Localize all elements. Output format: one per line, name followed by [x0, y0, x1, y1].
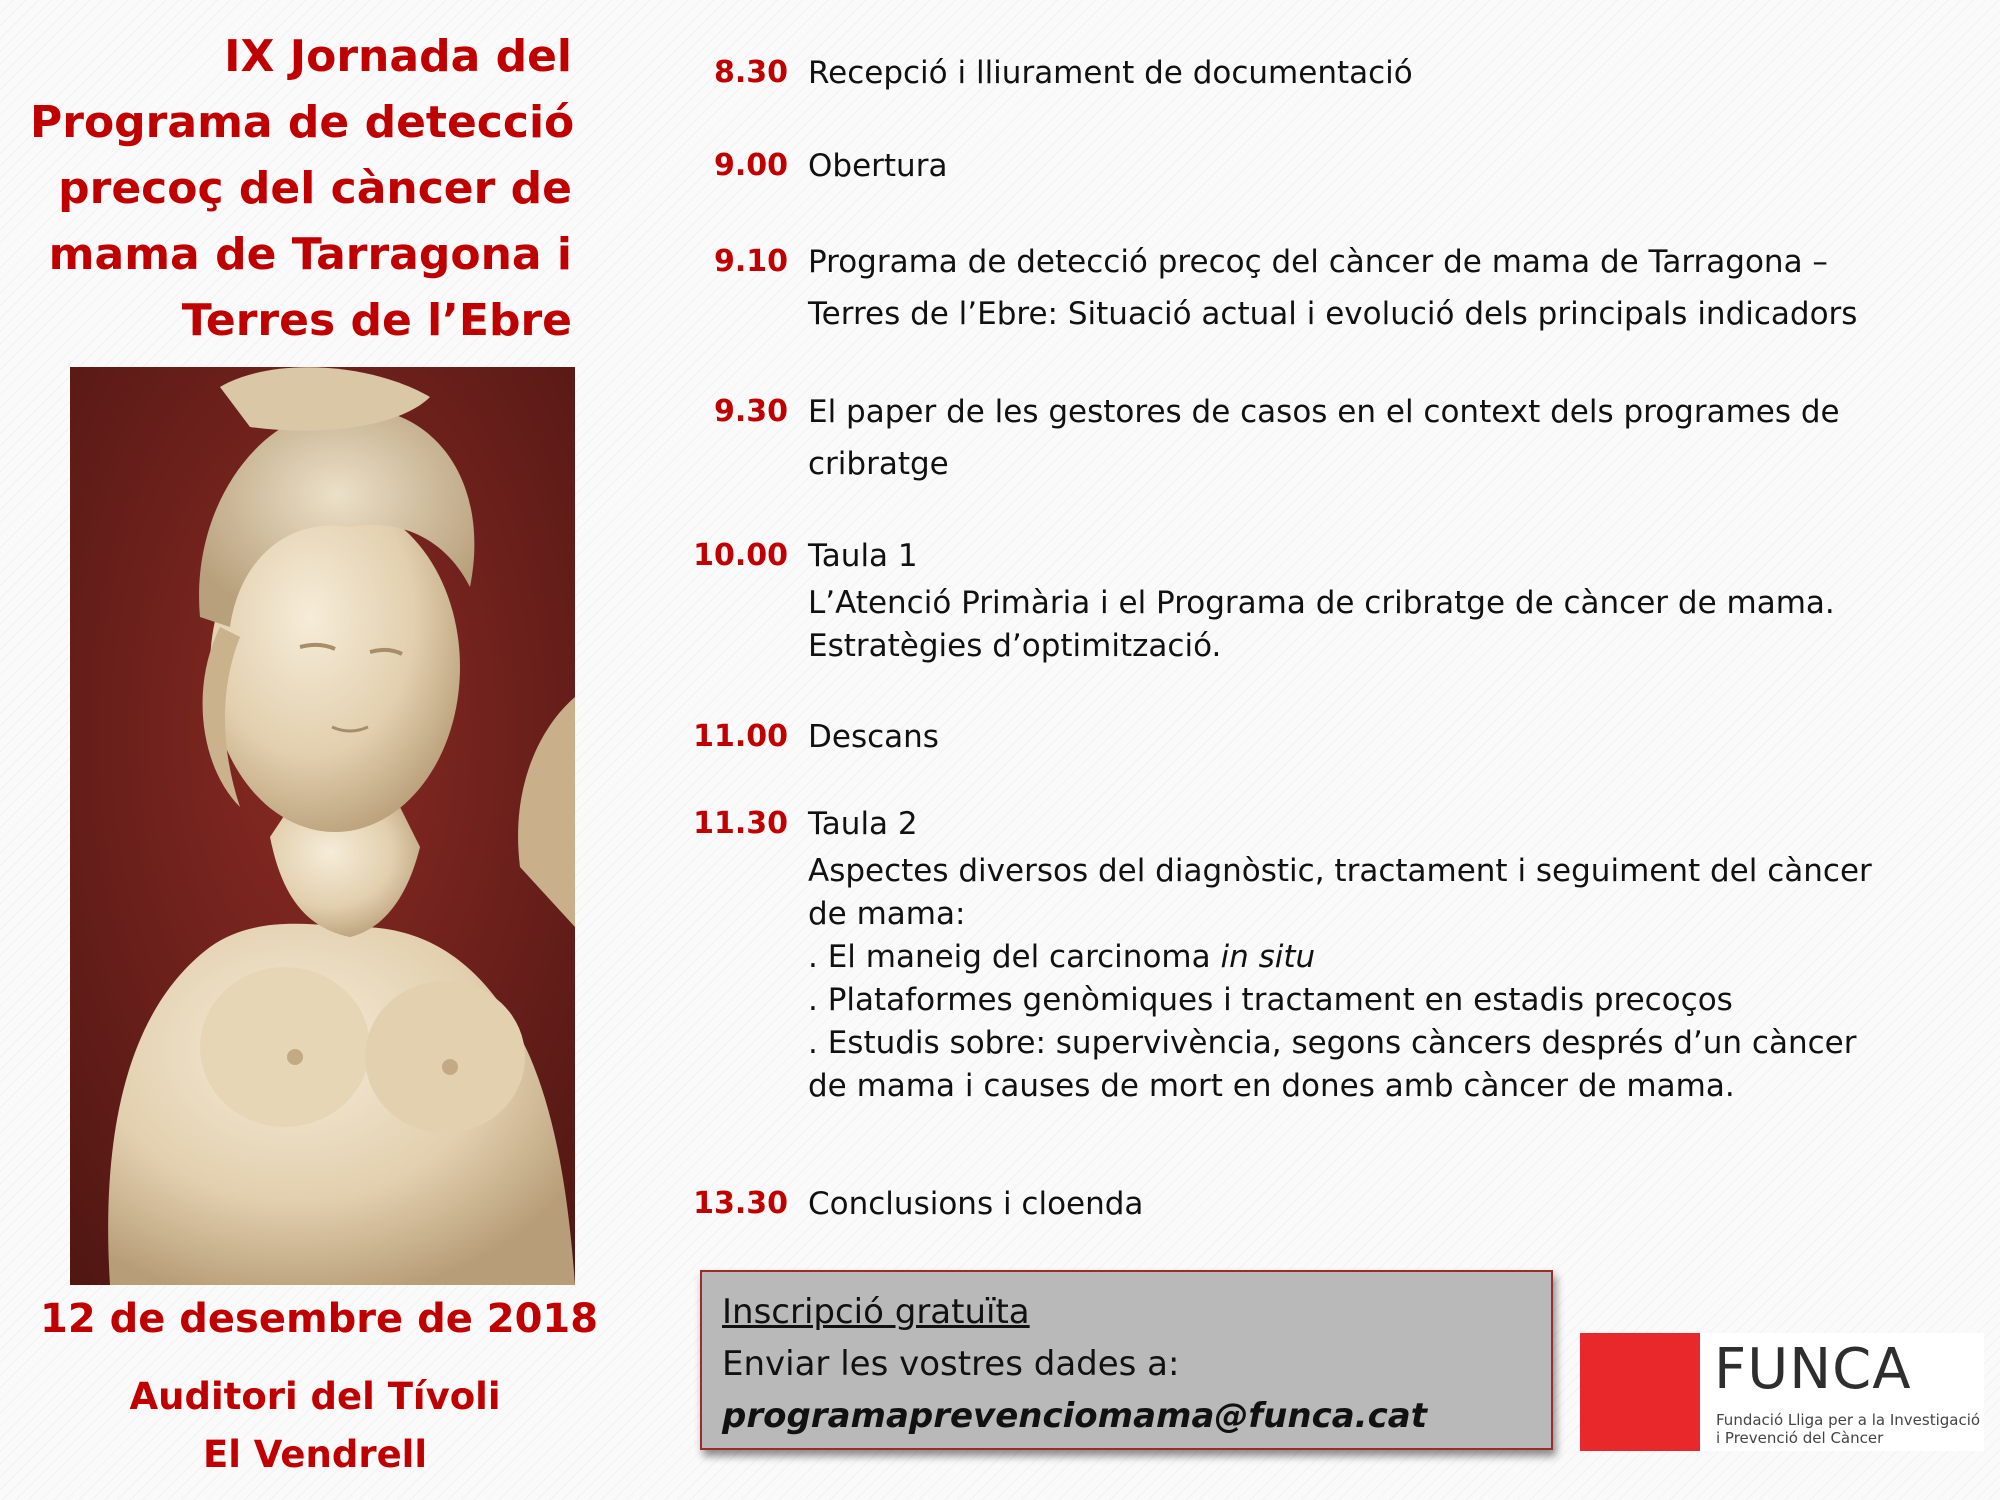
registration-email-link[interactable]: programaprevenciomama@funca.cat: [722, 1396, 1427, 1436]
agenda-line: Taula 1: [808, 538, 918, 574]
agenda-line: de mama:: [808, 896, 966, 932]
agenda-time: 11.00: [693, 719, 788, 754]
agenda-bullet: . Estudis sobre: supervivència, segons càncers després d’un càncer: [808, 1025, 1857, 1061]
title-line: precoç del càncer de: [58, 163, 572, 214]
agenda-line: cribratge: [808, 446, 949, 482]
title-line: Programa de detecció: [30, 97, 575, 148]
agenda-time: 8.30: [713, 55, 788, 90]
event-title: [30, 24, 575, 354]
agenda-line: Taula 2: [808, 806, 918, 842]
logo-subtitle-line: Fundació Lliga per a la Investigació: [1716, 1411, 1981, 1429]
agenda-time: 11.30: [693, 806, 788, 841]
bullet-italic-text: in situ: [1220, 939, 1316, 975]
agenda-text: [808, 530, 1988, 668]
agenda-text: [808, 140, 1988, 192]
bullet-text: . El maneig del carcinoma: [808, 939, 1221, 975]
agenda-bullet-continuation: de mama i causes de mort en dones amb càncer de mama.: [808, 1068, 1735, 1104]
logo-name: FUNCA: [1714, 1337, 1912, 1402]
agenda-time: 10.00: [693, 538, 788, 573]
registration-instructions: Enviar les vostres dades a:: [722, 1344, 1180, 1384]
agenda-time: 9.00: [713, 148, 788, 183]
agenda-line: Conclusions i cloenda: [808, 1186, 1144, 1222]
agenda-text: [808, 798, 1988, 1108]
agenda-bullet: . Plataformes genòmiques i tractament en estadis precoços: [808, 982, 1733, 1018]
agenda-text: [808, 236, 1988, 340]
agenda-text: [808, 1178, 1988, 1230]
venue-name: Auditori del Tívoli: [129, 1375, 501, 1418]
agenda-time: 9.30: [713, 394, 788, 429]
agenda-line: L’Atenció Primària i el Programa de cribratge de càncer de mama.: [808, 585, 1835, 621]
agenda-line: Descans: [808, 719, 939, 755]
agenda-text: [808, 47, 1988, 99]
title-line: Terres de l’Ebre: [181, 295, 572, 346]
agenda-text: [808, 386, 1988, 490]
title-line: IX Jornada del: [224, 31, 572, 82]
funca-logo: [1580, 1333, 1984, 1451]
agenda-bullet: [808, 936, 1988, 979]
agenda-text: [808, 711, 1988, 763]
registration-title: Inscripció gratuïta: [722, 1292, 1030, 1332]
title-line: mama de Tarragona i: [48, 229, 572, 280]
agenda-line: Terres de l’Ebre: Situació actual i evolució dels principals indicadors: [808, 296, 1858, 332]
venue-city: El Vendrell: [202, 1433, 428, 1476]
agenda-time: 13.30: [693, 1186, 788, 1221]
logo-subtitle: [1716, 1411, 1980, 1447]
event-date: 12 de desembre de 2018: [40, 1296, 599, 1342]
agenda-line: El paper de les gestores de casos en el context dels programes de: [808, 394, 1840, 430]
logo-red-square: [1580, 1333, 1700, 1451]
event-venue: [40, 1368, 590, 1484]
agenda-line: Recepció i lliurament de documentació: [808, 55, 1413, 91]
agenda-time: 9.10: [713, 244, 788, 279]
logo-subtitle-line: i Prevenció del Càncer: [1716, 1429, 1884, 1447]
agenda-line: Estratègies d’optimització.: [808, 628, 1222, 664]
agenda-line: Programa de detecció precoç del càncer de mama de Tarragona –: [808, 244, 1828, 280]
agenda-line: Obertura: [808, 148, 948, 184]
statue-image: [70, 367, 575, 1285]
agenda-line: Aspectes diversos del diagnòstic, tractament i seguiment del càncer: [808, 853, 1872, 889]
registration-box: [700, 1270, 1553, 1450]
